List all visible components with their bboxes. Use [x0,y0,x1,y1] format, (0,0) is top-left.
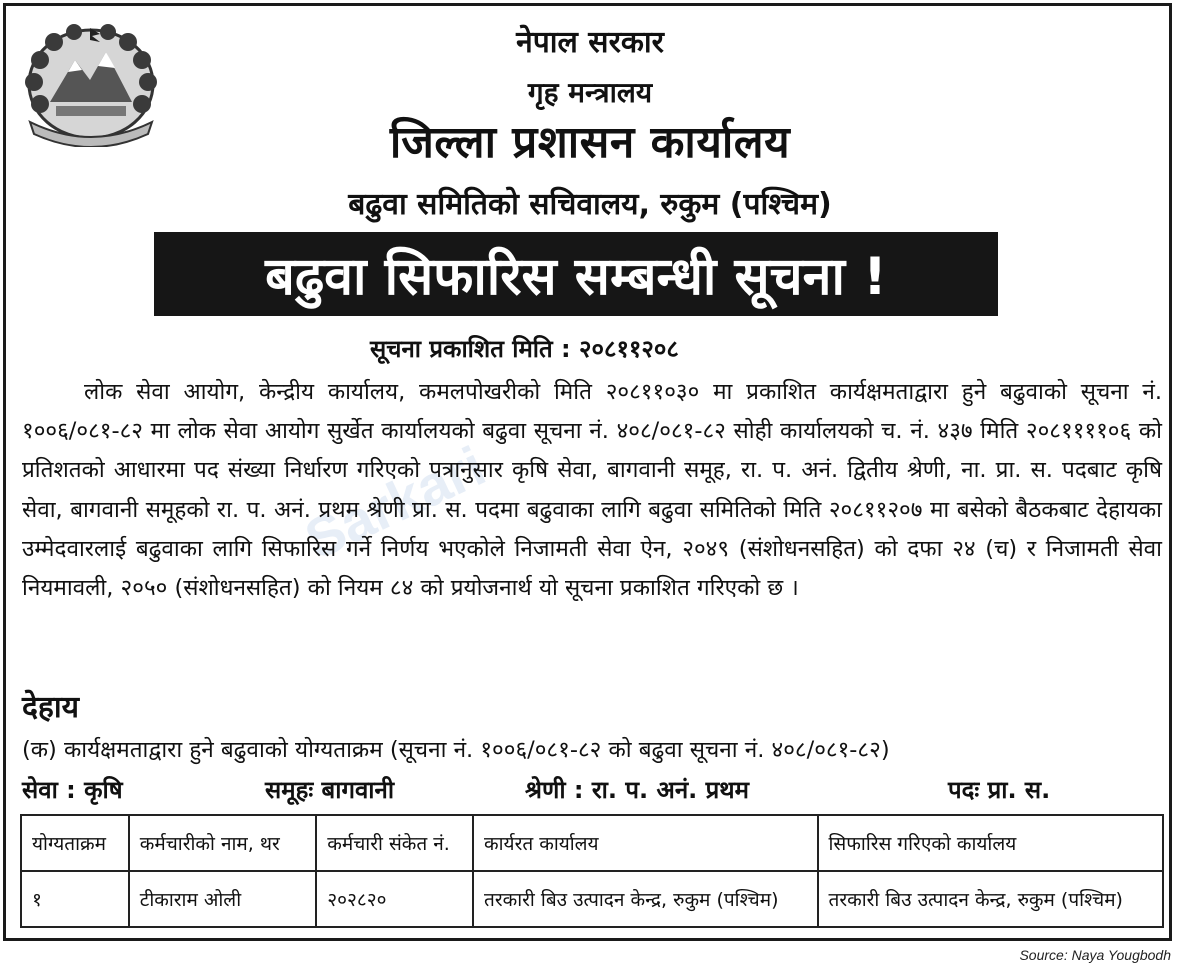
header-government: नेपाल सरकार [516,25,664,60]
section-heading: देहाय [22,690,80,725]
col-employee-name: कर्मचारीको नाम, थर [129,815,317,871]
notice-title-banner [154,232,998,316]
header-ministry: गृह मन्त्रालय [527,76,653,109]
meta-group: समूहः बागवानी [265,776,395,804]
recommendation-table [20,814,1164,928]
header-office: जिल्ला प्रशासन कार्यालय [389,117,791,168]
meta-post: पदः प्रा. स. [948,776,1051,804]
col-current-office: कार्यरत कार्यालय [473,815,817,871]
notice-title: बढुवा सिफारिस सम्बन्धी सूचना ! [265,246,887,307]
table-header-row [21,815,1163,871]
cell-rank: १ [21,871,129,927]
cell-employee-name: टीकाराम ओली [129,871,317,927]
cell-current-office: तरकारी बिउ उत्पादन केन्द्र, रुकुम (पश्चिम) [473,871,817,927]
source-credit: Source: Naya Yougbodh [1019,947,1171,963]
col-rank: योग्यताक्रम [21,815,129,871]
meta-class: श्रेणी : रा. प. अनं. प्रथम [525,776,749,804]
col-recommended-office: सिफारिस गरिएको कार्यालय [818,815,1163,871]
publish-date: सूचना प्रकाशित मिति : २०८११२०८ [370,335,679,363]
cell-employee-code: २०२८२० [316,871,473,927]
nepal-government-emblem [20,22,162,147]
col-employee-code: कर्मचारी संकेत नं. [316,815,473,871]
meta-service: सेवा : कृषि [22,776,123,804]
cell-recommended-office: तरकारी बिउ उत्पादन केन्द्र, रुकुम (पश्चिम) [818,871,1163,927]
notice-body-paragraph: लोक सेवा आयोग, केन्द्रीय कार्यालय, कमलपोखरीको मिति २०८११०३० मा प्रकाशित कार्यक्षमताद्वारा हुने बढुवाको सूचना नं. १००६/०८१-८२ मा लोक सेवा आयोग सुर्खेत कार्यालयको बढुवा सूचना नं. ४०८/०८१-८२ सोही कार्यालयको च. नं. ४३७ मिति २०८११११०६ को प्रतिशतको आधारमा पद संख्या निर्धारण गरिएको पत्रानुसार कृषि सेवा, बागवानी समूह, रा. प. अनं. द्वितीय श्रेणी, ना. प्रा. स. पदबाट कृषि सेवा, बागवानी समूहको रा. प. अनं. प्रथम श्रेणी प्रा. स. पदमा बढुवाका लागि बढुवा समितिको मिति २०८११२०७ मा बसेको बैठकबाट देहायका उम्मेदवारलाई बढुवाका लागि सिफारिस गर्ने निर्णय भएकोले निजामती सेवा ऐन, २०४९ (संशोधनसहित) को दफा २४ (च) र निजामती सेवा नियमावली, २०५० (संशोधनसहित) को नियम ८४ को प्रयोजनार्थ यो सूचना प्रकाशित गरिएको छ । [22,379,1162,602]
table-row [21,871,1163,927]
section-subheading: (क) कार्यक्षमताद्वारा हुने बढुवाको योग्यताक्रम (सूचना नं. १००६/०८१-८२ को बढुवा सूचना नं. ४०८/०८१-८२) [22,737,890,763]
header-secretariat: बढुवा समितिको सचिवालय, रुकुम (पश्चिम) [348,187,832,222]
